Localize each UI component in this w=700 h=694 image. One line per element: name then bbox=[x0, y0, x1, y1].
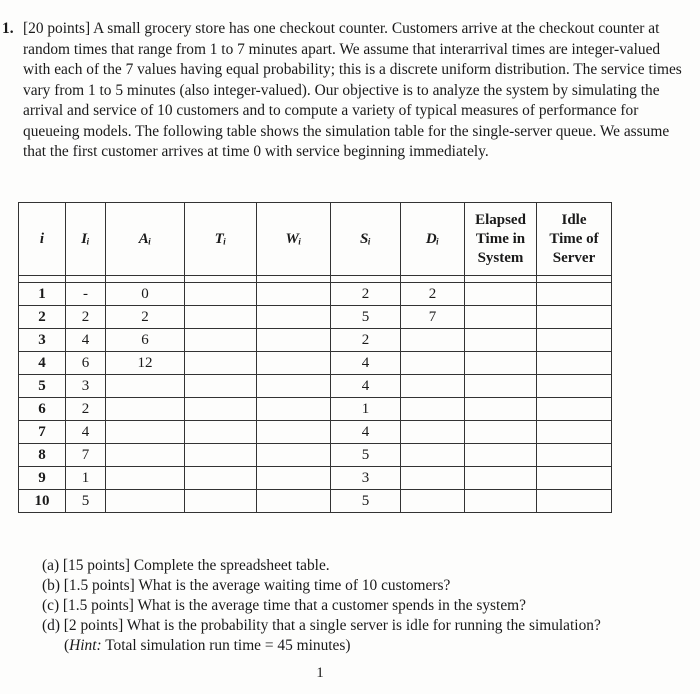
time-in-system-cell bbox=[465, 444, 537, 467]
idle-time-cell bbox=[537, 444, 612, 467]
interarrival-cell: 4 bbox=[66, 421, 106, 444]
interarrival-cell: 4 bbox=[66, 329, 106, 352]
wait-time-cell bbox=[257, 352, 331, 375]
service-begin-cell bbox=[185, 467, 257, 490]
arrival-time-cell bbox=[106, 398, 185, 421]
service-time-cell: 3 bbox=[331, 467, 401, 490]
service-time-cell: 5 bbox=[331, 444, 401, 467]
time-in-system-cell bbox=[465, 306, 537, 329]
interarrival-cell: 1 bbox=[66, 467, 106, 490]
arrival-time-cell bbox=[106, 444, 185, 467]
header-arrival: Aᵢ bbox=[106, 203, 185, 276]
header-interarrival: Iᵢ bbox=[66, 203, 106, 276]
wait-time-cell bbox=[257, 375, 331, 398]
wait-time-cell bbox=[257, 329, 331, 352]
arrival-time-cell bbox=[106, 490, 185, 513]
problem-statement bbox=[2, 19, 690, 163]
question-a: (a) [15 points] Complete the spreadsheet table. bbox=[42, 557, 330, 574]
service-begin-cell bbox=[185, 283, 257, 306]
service-time-cell: 4 bbox=[331, 352, 401, 375]
idle-time-cell bbox=[537, 467, 612, 490]
header-service-time: Sᵢ bbox=[331, 203, 401, 276]
departure-time-cell: 2 bbox=[401, 283, 465, 306]
time-in-system-cell bbox=[465, 490, 537, 513]
time-in-system-cell bbox=[465, 398, 537, 421]
table-header-row bbox=[19, 203, 612, 276]
table-row bbox=[19, 375, 612, 398]
time-in-system-cell bbox=[465, 467, 537, 490]
departure-time-cell bbox=[401, 444, 465, 467]
arrival-time-cell: 12 bbox=[106, 352, 185, 375]
customer-index-cell: 1 bbox=[19, 283, 66, 306]
table-row bbox=[19, 467, 612, 490]
idle-time-cell bbox=[537, 421, 612, 444]
customer-index-cell: 6 bbox=[19, 398, 66, 421]
departure-time-cell bbox=[401, 329, 465, 352]
wait-time-cell bbox=[257, 306, 331, 329]
table-row bbox=[19, 329, 612, 352]
time-in-system-cell bbox=[465, 375, 537, 398]
departure-time-cell bbox=[401, 421, 465, 444]
arrival-time-cell: 0 bbox=[106, 283, 185, 306]
questions bbox=[42, 556, 692, 656]
service-time-cell: 2 bbox=[331, 283, 401, 306]
idle-time-cell bbox=[537, 352, 612, 375]
departure-time-cell bbox=[401, 467, 465, 490]
table-row bbox=[19, 421, 612, 444]
table-row bbox=[19, 398, 612, 421]
idle-time-cell bbox=[537, 283, 612, 306]
interarrival-cell: - bbox=[66, 283, 106, 306]
wait-time-cell bbox=[257, 283, 331, 306]
customer-index-cell: 3 bbox=[19, 329, 66, 352]
wait-time-cell bbox=[257, 398, 331, 421]
header-service-begin: Tᵢ bbox=[185, 203, 257, 276]
header-i: i bbox=[19, 203, 66, 276]
departure-time-cell bbox=[401, 352, 465, 375]
simulation-table bbox=[18, 202, 612, 513]
service-time-cell: 2 bbox=[331, 329, 401, 352]
time-in-system-cell bbox=[465, 283, 537, 306]
header-departure: Dᵢ bbox=[401, 203, 465, 276]
hint: (Hint: Total simulation run time = 45 minutes) bbox=[64, 637, 351, 654]
idle-time-cell bbox=[537, 306, 612, 329]
arrival-time-cell bbox=[106, 375, 185, 398]
customer-index-cell: 10 bbox=[19, 490, 66, 513]
header-elapsed-time: Elapsed Time in System bbox=[465, 203, 537, 276]
table-row bbox=[19, 352, 612, 375]
service-begin-cell bbox=[185, 375, 257, 398]
header-separator bbox=[19, 276, 612, 283]
interarrival-cell: 3 bbox=[66, 375, 106, 398]
problem-text: [20 points] A small grocery store has one checkout counter. Customers arrive at the checkout counter at random times that range from 1 to 7 minutes apart. We assume that interarrival times are integer-valued with each of the 7 values having equal probability; this is a discrete uniform distribution. The service times vary from 1 to 5 minutes (also integer-valued). Our objective is to analyze the system by simulating the arrival and service of 10 customers and to compute a variety of typical measures of performance for queueing models. The following table shows the simulation table for the single-server queue. We assume that the first customer arrives at time 0 with service beginning immediately. bbox=[23, 20, 682, 160]
idle-time-cell bbox=[537, 398, 612, 421]
customer-index-cell: 5 bbox=[19, 375, 66, 398]
wait-time-cell bbox=[257, 444, 331, 467]
arrival-time-cell: 2 bbox=[106, 306, 185, 329]
customer-index-cell: 7 bbox=[19, 421, 66, 444]
departure-time-cell: 7 bbox=[401, 306, 465, 329]
departure-time-cell bbox=[401, 490, 465, 513]
question-b: (b) [1.5 points] What is the average waiting time of 10 customers? bbox=[42, 577, 451, 594]
table-row bbox=[19, 444, 612, 467]
time-in-system-cell bbox=[465, 421, 537, 444]
customer-index-cell: 4 bbox=[19, 352, 66, 375]
header-wait: Wᵢ bbox=[257, 203, 331, 276]
customer-index-cell: 9 bbox=[19, 467, 66, 490]
idle-time-cell bbox=[537, 329, 612, 352]
time-in-system-cell bbox=[465, 329, 537, 352]
service-begin-cell bbox=[185, 421, 257, 444]
idle-time-cell bbox=[537, 490, 612, 513]
service-begin-cell bbox=[185, 352, 257, 375]
page-number: 1 bbox=[316, 665, 324, 681]
interarrival-cell: 6 bbox=[66, 352, 106, 375]
wait-time-cell bbox=[257, 467, 331, 490]
customer-index-cell: 8 bbox=[19, 444, 66, 467]
question-d: (d) [2 points] What is the probability that a single server is idle for running the simulation? bbox=[42, 617, 601, 634]
service-begin-cell bbox=[185, 398, 257, 421]
service-time-cell: 5 bbox=[331, 490, 401, 513]
time-in-system-cell bbox=[465, 352, 537, 375]
arrival-time-cell: 6 bbox=[106, 329, 185, 352]
arrival-time-cell bbox=[106, 467, 185, 490]
interarrival-cell: 2 bbox=[66, 398, 106, 421]
customer-index-cell: 2 bbox=[19, 306, 66, 329]
service-begin-cell bbox=[185, 306, 257, 329]
service-time-cell: 1 bbox=[331, 398, 401, 421]
interarrival-cell: 7 bbox=[66, 444, 106, 467]
arrival-time-cell bbox=[106, 421, 185, 444]
hint-label: Hint: bbox=[69, 637, 102, 654]
wait-time-cell bbox=[257, 490, 331, 513]
service-time-cell: 4 bbox=[331, 421, 401, 444]
table-row bbox=[19, 306, 612, 329]
wait-time-cell bbox=[257, 421, 331, 444]
service-time-cell: 4 bbox=[331, 375, 401, 398]
interarrival-cell: 5 bbox=[66, 490, 106, 513]
table-row bbox=[19, 490, 612, 513]
problem-number: 1. bbox=[2, 20, 14, 37]
departure-time-cell bbox=[401, 398, 465, 421]
service-begin-cell bbox=[185, 490, 257, 513]
interarrival-cell: 2 bbox=[66, 306, 106, 329]
service-begin-cell bbox=[185, 444, 257, 467]
table-row bbox=[19, 283, 612, 306]
header-idle-time: Idle Time of Server bbox=[537, 203, 612, 276]
question-c: (c) [1.5 points] What is the average time that a customer spends in the system? bbox=[42, 597, 526, 614]
departure-time-cell bbox=[401, 375, 465, 398]
service-begin-cell bbox=[185, 329, 257, 352]
idle-time-cell bbox=[537, 375, 612, 398]
service-time-cell: 5 bbox=[331, 306, 401, 329]
